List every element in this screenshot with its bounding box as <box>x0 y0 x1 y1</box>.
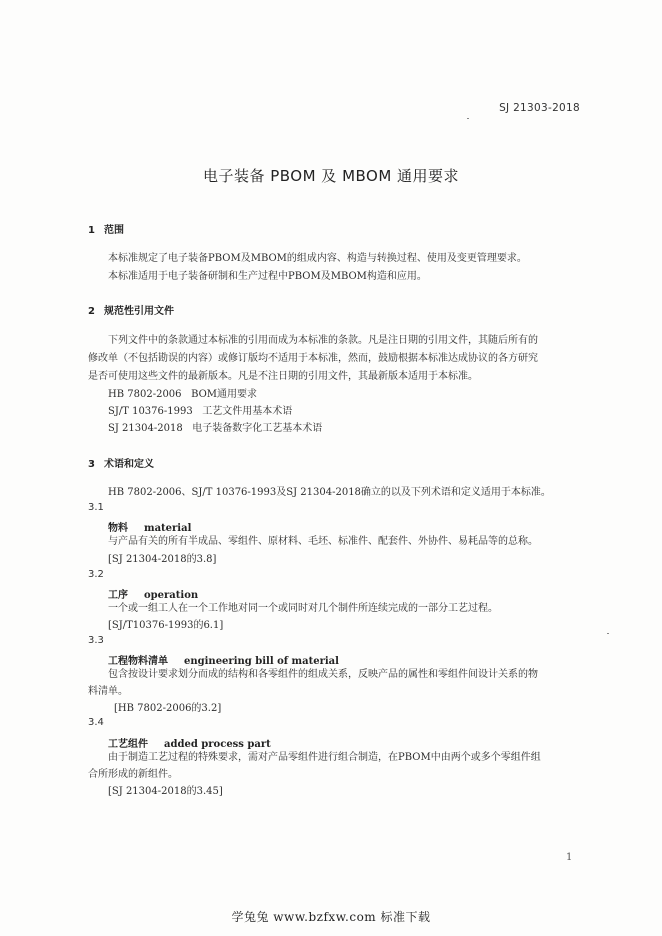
paragraph-line: 修改单（不包括勘误的内容）或修订版均不适用于本标准，然而，鼓励根据本标准达成协议的各方研究 <box>88 353 538 364</box>
term-source: [SJ 21304-2018的3.45] <box>108 786 223 797</box>
paragraph-line: 是否可使用这些文件的最新版本。凡是不注日期的引用文件，其最新版本适用于本标准。 <box>88 371 478 382</box>
scan-speck <box>607 633 609 634</box>
term-definition: 料清单。 <box>88 686 128 697</box>
paragraph-line: 下列文件中的条款通过本标准的引用而成为本标准的条款。凡是注日期的引用文件，其随后所有的 <box>108 335 538 346</box>
term-source: [SJ 21304-2018的3.8] <box>108 554 217 565</box>
term-source: [SJ/T10376-1993的6.1] <box>108 620 224 631</box>
reference-name: 工艺文件用基本术语 <box>202 406 293 417</box>
reference-code: SJ 21304-2018 <box>108 423 183 434</box>
section-title: 术语和定义 <box>104 459 154 470</box>
section-number: 2 <box>88 306 95 317</box>
paragraph: HB 7802-2006、SJ/T 10376-1993及SJ 21304-2018确立的以及下列术语和定义适用于本标准。 <box>108 487 551 498</box>
paragraph: 本标准规定了电子装备PBOM及MBOM的组成内容、构造与转换过程、使用及变更管理要求。 <box>108 253 527 264</box>
term-cn: 工程物料清单 <box>108 656 168 667</box>
term-definition: 合所形成的新组件。 <box>88 769 178 780</box>
footer-watermark: 学兔兔 www.bzfxw.com 标准下载 <box>231 910 431 924</box>
section-3-heading <box>88 455 154 470</box>
reference-name: BOM通用要求 <box>191 389 258 400</box>
term-en: engineering bill of material <box>184 656 339 667</box>
standard-number: SJ 21303-2018 <box>499 102 580 114</box>
term-definition: 与产品有关的所有半成品、零组件、原材料、毛坯、标准件、配套件、外协件、易耗品等的总称。 <box>108 536 538 547</box>
section-number: 1 <box>88 225 95 236</box>
reference-code: SJ/T 10376-1993 <box>108 406 193 417</box>
term-definition: 包含按设计要求划分而成的结构和各零组件的组成关系，反映产品的属性和零组件间设计关系的物 <box>108 669 538 680</box>
section-title: 规范性引用文件 <box>104 306 174 317</box>
section-1-heading <box>88 221 124 236</box>
reference-item <box>108 419 322 438</box>
scan-speck <box>467 118 469 119</box>
clause-number: 3.4 <box>88 717 104 728</box>
section-2-heading <box>88 302 174 317</box>
section-number: 3 <box>88 459 95 470</box>
reference-code: HB 7802-2006 <box>108 389 182 400</box>
term-en: material <box>144 523 192 534</box>
clause-number: 3.1 <box>88 502 104 513</box>
page-number: 1 <box>566 852 573 863</box>
term-definition: 由于制造工艺过程的特殊要求，需对产品零组件进行组合制造，在PBOM中由两个或多个零组件组 <box>108 752 541 763</box>
section-title: 范围 <box>104 225 124 236</box>
term-en: added process part <box>164 739 271 750</box>
clause-number: 3.3 <box>88 635 104 646</box>
term-source: [HB 7802-2006的3.2] <box>114 703 222 714</box>
reference-name: 电子装备数字化工艺基本术语 <box>192 423 323 434</box>
document-title: 电子装备 PBOM 及 MBOM 通用要求 <box>202 167 460 185</box>
term-cn: 工艺组件 <box>108 739 148 750</box>
term-cn: 工序 <box>108 590 128 601</box>
paragraph: 本标准适用于电子装备研制和生产过程中PBOM及MBOM构造和应用。 <box>108 271 427 282</box>
term-cn: 物料 <box>108 523 128 534</box>
clause-number: 3.2 <box>88 569 104 580</box>
term-definition: 一个或一组工人在一个工作地对同一个或同时对几个制件所连续完成的一部分工艺过程。 <box>108 603 498 614</box>
term-en: operation <box>144 590 199 601</box>
